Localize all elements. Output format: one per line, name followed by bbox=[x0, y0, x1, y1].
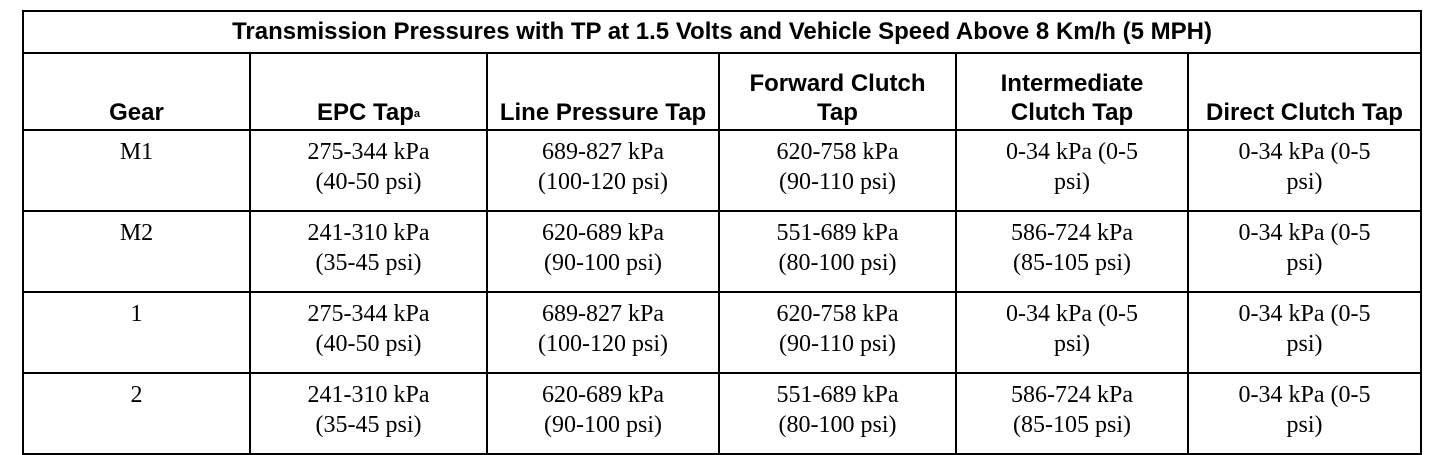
intermediate-clutch-cell: 0-34 kPa (0-5 psi) bbox=[956, 292, 1188, 373]
direct-clutch-cell: 0-34 kPa (0-5 psi) bbox=[1188, 373, 1421, 454]
direct-clutch-cell: 0-34 kPa (0-5 psi) bbox=[1188, 292, 1421, 373]
table-row bbox=[23, 130, 1421, 211]
forward-clutch-cell: 620-758 kPa (90-110 psi) bbox=[719, 130, 956, 211]
intermediate-clutch-cell: 0-34 kPa (0-5 psi) bbox=[956, 130, 1188, 211]
direct-clutch-cell: 0-34 kPa (0-5 psi) bbox=[1188, 211, 1421, 292]
epc-cell: 241-310 kPa (35-45 psi) bbox=[250, 211, 487, 292]
header-gear bbox=[23, 53, 250, 130]
header-epc-tap-label: EPC Tap bbox=[316, 99, 414, 126]
header-intermediate-clutch-tap-label: Intermediate Clutch Tap bbox=[1000, 70, 1144, 126]
table-row bbox=[23, 292, 1421, 373]
gear-cell: 1 bbox=[23, 292, 250, 373]
header-epc-tap bbox=[250, 53, 487, 130]
header-forward-clutch-tap-label: Forward Clutch Tap bbox=[749, 70, 926, 126]
header-intermediate-clutch-tap bbox=[956, 53, 1188, 130]
intermediate-clutch-cell: 586-724 kPa (85-105 psi) bbox=[956, 373, 1188, 454]
table-title-row bbox=[23, 11, 1421, 53]
table-row bbox=[23, 211, 1421, 292]
pressure-spec-table bbox=[22, 10, 1422, 455]
header-line-pressure-tap bbox=[487, 53, 719, 130]
forward-clutch-cell: 551-689 kPa (80-100 psi) bbox=[719, 211, 956, 292]
gear-cell: M1 bbox=[23, 130, 250, 211]
table-title: Transmission Pressures with TP at 1.5 Volts and Vehicle Speed Above 8 Km/h (5 MPH) bbox=[23, 11, 1421, 53]
header-gear-label: Gear bbox=[109, 99, 164, 126]
epc-cell: 241-310 kPa (35-45 psi) bbox=[250, 373, 487, 454]
intermediate-clutch-cell: 586-724 kPa (85-105 psi) bbox=[956, 211, 1188, 292]
direct-clutch-cell: 0-34 kPa (0-5 psi) bbox=[1188, 130, 1421, 211]
epc-cell: 275-344 kPa (40-50 psi) bbox=[250, 130, 487, 211]
footnote-marker: a bbox=[413, 108, 421, 120]
line-pressure-cell: 689-827 kPa (100-120 psi) bbox=[487, 130, 719, 211]
line-pressure-cell: 620-689 kPa (90-100 psi) bbox=[487, 211, 719, 292]
table-row bbox=[23, 373, 1421, 454]
line-pressure-cell: 620-689 kPa (90-100 psi) bbox=[487, 373, 719, 454]
line-pressure-cell: 689-827 kPa (100-120 psi) bbox=[487, 292, 719, 373]
header-direct-clutch-tap-label: Direct Clutch Tap bbox=[1206, 99, 1403, 126]
header-line-pressure-tap-label: Line Pressure Tap bbox=[499, 99, 707, 126]
table-header-row bbox=[23, 53, 1421, 130]
gear-cell: 2 bbox=[23, 373, 250, 454]
forward-clutch-cell: 620-758 kPa (90-110 psi) bbox=[719, 292, 956, 373]
header-forward-clutch-tap bbox=[719, 53, 956, 130]
header-direct-clutch-tap bbox=[1188, 53, 1421, 130]
forward-clutch-cell: 551-689 kPa (80-100 psi) bbox=[719, 373, 956, 454]
epc-cell: 275-344 kPa (40-50 psi) bbox=[250, 292, 487, 373]
gear-cell: M2 bbox=[23, 211, 250, 292]
